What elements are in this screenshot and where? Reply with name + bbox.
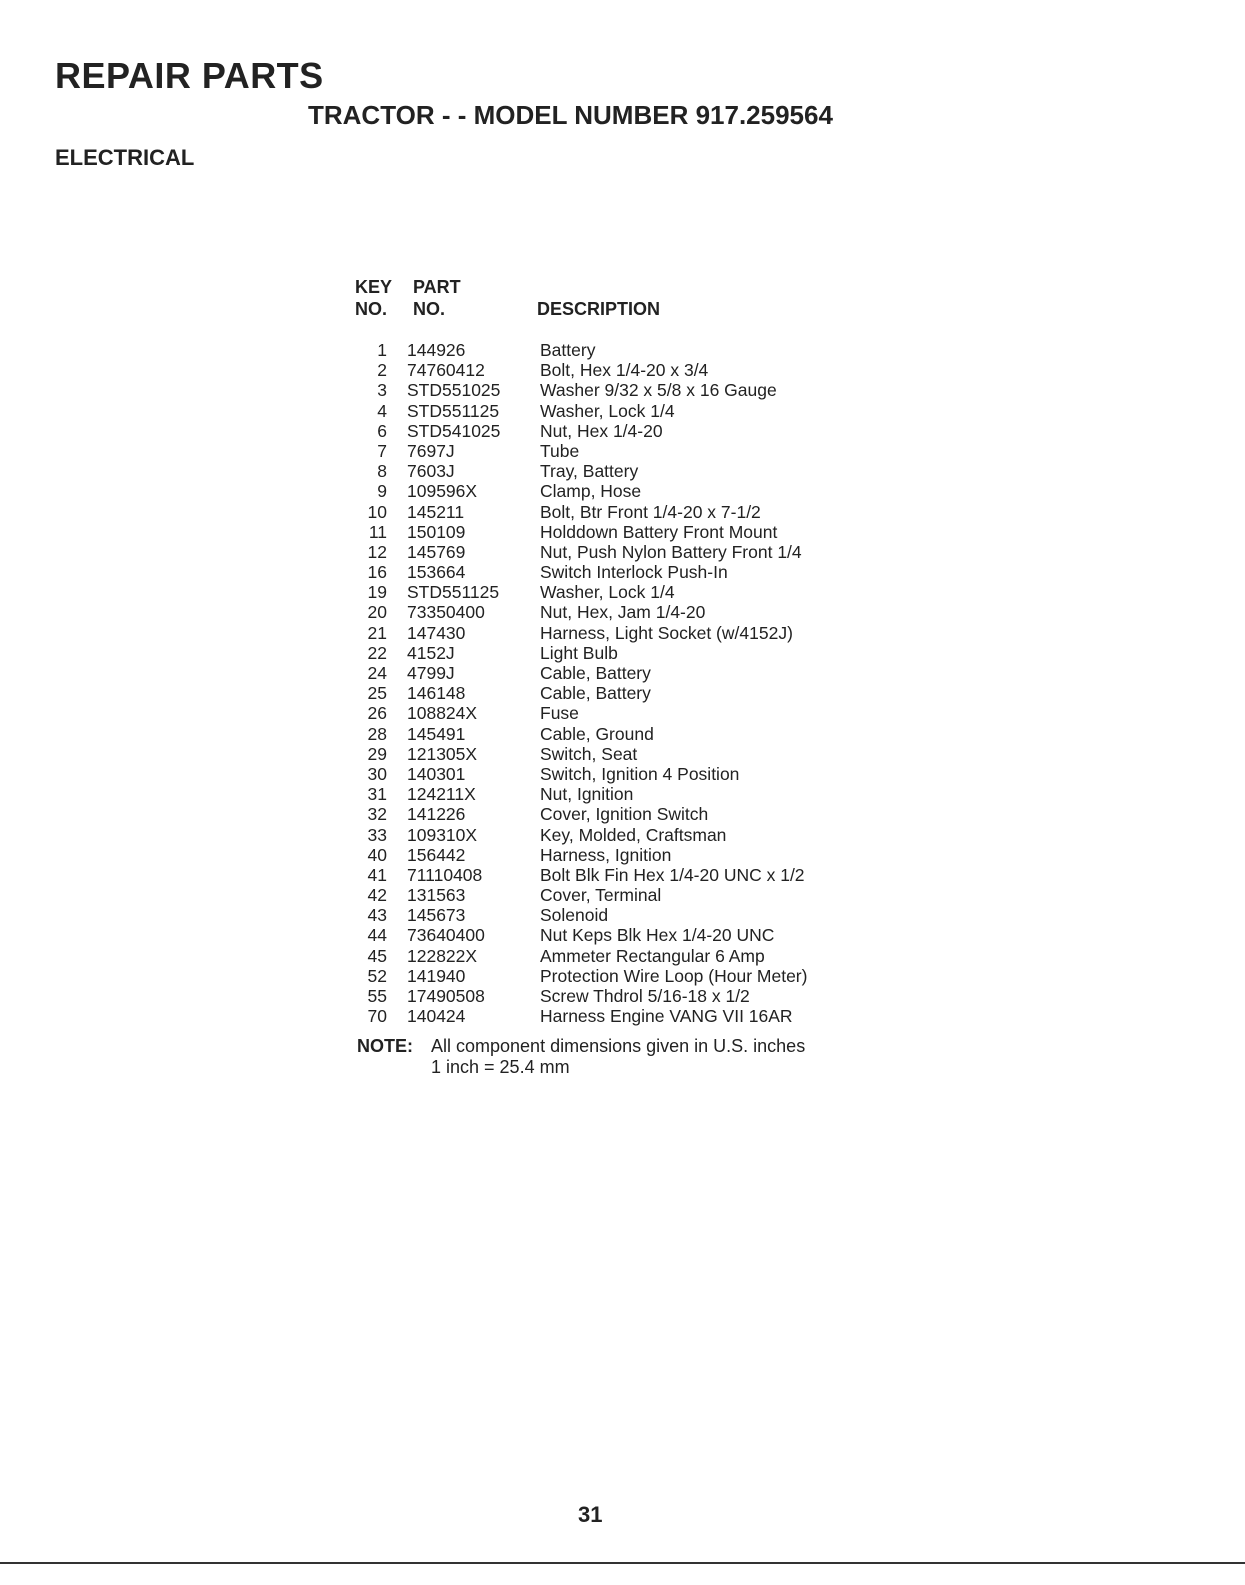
part-number: 140424 bbox=[407, 1006, 466, 1027]
parts-row bbox=[355, 986, 915, 1006]
key-number: 10 bbox=[367, 501, 387, 522]
key-number: 9 bbox=[377, 481, 387, 502]
part-description: Bolt, Btr Front 1/4-20 x 7-1/2 bbox=[540, 501, 761, 522]
part-number: 122822X bbox=[407, 945, 478, 966]
part-description: Key, Molded, Craftsman bbox=[540, 824, 727, 845]
key-number: 24 bbox=[367, 663, 387, 683]
part-description: Switch, Seat bbox=[540, 743, 638, 764]
key-number: 25 bbox=[367, 683, 387, 704]
part-number: 145673 bbox=[407, 905, 466, 926]
key-number: 12 bbox=[367, 541, 387, 562]
part-number: 74760412 bbox=[407, 360, 485, 381]
key-number: 42 bbox=[367, 885, 387, 906]
part-number: 108824X bbox=[407, 703, 478, 724]
bottom-rule bbox=[0, 1562, 1245, 1564]
part-number: 145769 bbox=[407, 541, 466, 562]
part-description: Nut, Hex, Jam 1/4-20 bbox=[540, 602, 706, 623]
part-number: 153664 bbox=[407, 562, 466, 583]
parts-row bbox=[355, 522, 915, 542]
part-number: 121305X bbox=[407, 743, 478, 764]
part-description: Harness, Light Socket (w/4152J) bbox=[540, 622, 793, 643]
part-column-header-line2: NO. bbox=[413, 299, 446, 319]
part-description: Tray, Battery bbox=[540, 461, 639, 482]
part-number: 109310X bbox=[407, 824, 478, 845]
part-description: Harness, Ignition bbox=[540, 844, 672, 865]
key-number: 20 bbox=[367, 602, 387, 623]
parts-row bbox=[355, 582, 915, 602]
part-number: 150109 bbox=[407, 521, 466, 542]
key-number: 41 bbox=[367, 864, 387, 885]
part-number: 4152J bbox=[407, 642, 455, 663]
part-description: Nut Keps Blk Hex 1/4-20 UNC bbox=[540, 925, 775, 946]
parts-row bbox=[355, 724, 915, 744]
part-number: 73350400 bbox=[407, 602, 485, 623]
part-number: STD551125 bbox=[407, 400, 500, 421]
parts-row bbox=[355, 966, 915, 986]
parts-row bbox=[355, 703, 915, 723]
parts-row bbox=[355, 744, 915, 764]
part-number: 7697J bbox=[407, 440, 455, 461]
key-number: 11 bbox=[368, 521, 387, 542]
part-description: Light Bulb bbox=[540, 642, 618, 663]
key-number: 29 bbox=[367, 743, 387, 764]
part-description: Cable, Ground bbox=[540, 723, 654, 744]
key-number: 43 bbox=[367, 905, 387, 926]
part-description: Holddown Battery Front Mount bbox=[540, 521, 778, 542]
parts-row bbox=[355, 340, 915, 360]
part-description: Cable, Battery bbox=[540, 663, 651, 683]
part-description: Nut, Ignition bbox=[540, 784, 634, 805]
key-number: 21 bbox=[367, 622, 387, 643]
parts-row bbox=[355, 764, 915, 784]
parts-row bbox=[355, 380, 915, 400]
part-description: Cable, Battery bbox=[540, 683, 651, 704]
part-number: 71110408 bbox=[407, 864, 483, 885]
page-title: REPAIR PARTS bbox=[55, 55, 324, 96]
parts-row bbox=[355, 360, 915, 380]
key-number: 55 bbox=[367, 986, 387, 1006]
part-column-header-line1: PART bbox=[413, 277, 461, 297]
model-heading: TRACTOR - - MODEL NUMBER 917.259564 bbox=[308, 100, 833, 130]
part-description: Washer 9/32 x 5/8 x 16 Gauge bbox=[540, 380, 777, 401]
note-label: NOTE: bbox=[357, 1036, 413, 1056]
part-number: 156442 bbox=[407, 844, 466, 865]
key-number: 8 bbox=[377, 461, 387, 482]
key-number: 40 bbox=[367, 844, 387, 865]
key-number: 19 bbox=[367, 582, 387, 603]
parts-row bbox=[355, 502, 915, 522]
parts-row bbox=[355, 481, 915, 501]
part-number: 145491 bbox=[407, 723, 466, 744]
part-description: Switch Interlock Push-In bbox=[540, 562, 728, 583]
part-description: Fuse bbox=[540, 703, 579, 724]
key-number: 1 bbox=[377, 340, 387, 360]
part-description: Ammeter Rectangular 6 Amp bbox=[540, 945, 765, 966]
note-text-line2: 1 inch = 25.4 mm bbox=[431, 1057, 570, 1077]
page-number: 31 bbox=[578, 1502, 603, 1527]
part-number: 4799J bbox=[407, 663, 455, 683]
key-number: 2 bbox=[377, 360, 387, 381]
part-number: 131563 bbox=[407, 885, 466, 906]
part-number: 146148 bbox=[407, 683, 466, 704]
part-description: Tube bbox=[540, 440, 580, 461]
description-column-header: DESCRIPTION bbox=[537, 299, 661, 319]
part-description: Clamp, Hose bbox=[540, 481, 642, 502]
parts-row bbox=[355, 441, 915, 461]
parts-row bbox=[355, 905, 915, 925]
key-number: 28 bbox=[367, 723, 387, 744]
part-description: Bolt, Hex 1/4-20 x 3/4 bbox=[540, 360, 709, 381]
parts-row bbox=[355, 845, 915, 865]
part-number: 124211X bbox=[407, 784, 476, 805]
key-number: 22 bbox=[367, 642, 387, 663]
key-number: 33 bbox=[367, 824, 387, 845]
part-number: 7603J bbox=[407, 461, 455, 482]
part-description: Protection Wire Loop (Hour Meter) bbox=[540, 965, 808, 986]
part-number: 144926 bbox=[407, 340, 466, 360]
part-description: Nut, Hex 1/4-20 bbox=[540, 420, 663, 441]
part-description: Washer, Lock 1/4 bbox=[540, 400, 675, 421]
key-number: 45 bbox=[367, 945, 387, 966]
part-description: Switch, Ignition 4 Position bbox=[540, 763, 740, 784]
parts-row bbox=[355, 401, 915, 421]
parts-row bbox=[355, 784, 915, 804]
part-description: Cover, Terminal bbox=[540, 885, 662, 906]
part-description: Harness Engine VANG VII 16AR bbox=[540, 1006, 793, 1027]
parts-row bbox=[355, 542, 915, 562]
part-number: STD551125 bbox=[407, 582, 500, 603]
key-number: 7 bbox=[377, 440, 387, 461]
part-description: Washer, Lock 1/4 bbox=[540, 582, 675, 603]
part-description: Solenoid bbox=[540, 905, 609, 926]
part-number: 141940 bbox=[407, 965, 466, 986]
parts-row bbox=[355, 804, 915, 824]
key-number: 31 bbox=[367, 784, 387, 805]
parts-row bbox=[355, 562, 915, 582]
parts-row bbox=[355, 602, 915, 622]
key-number: 4 bbox=[377, 400, 387, 421]
part-number: 141226 bbox=[407, 804, 466, 825]
key-number: 32 bbox=[367, 804, 387, 825]
parts-row bbox=[355, 885, 915, 905]
parts-list bbox=[355, 340, 915, 1026]
part-number: 140301 bbox=[407, 763, 466, 784]
key-number: 3 bbox=[377, 380, 387, 401]
part-description: Bolt Blk Fin Hex 1/4-20 UNC x 1/2 bbox=[540, 864, 805, 885]
key-number: 30 bbox=[367, 763, 387, 784]
note-text-line1: All component dimensions given in U.S. inches bbox=[431, 1036, 806, 1056]
parts-row bbox=[355, 461, 915, 481]
parts-row bbox=[355, 623, 915, 643]
key-column-header-line2: NO. bbox=[355, 299, 388, 319]
key-column-header-line1: KEY bbox=[355, 277, 393, 297]
parts-row bbox=[355, 925, 915, 945]
parts-row bbox=[355, 865, 915, 885]
key-number: 52 bbox=[367, 965, 387, 986]
part-description: Cover, Ignition Switch bbox=[540, 804, 709, 825]
parts-row bbox=[355, 1006, 915, 1026]
key-number: 16 bbox=[367, 562, 387, 583]
key-number: 6 bbox=[377, 420, 387, 441]
part-number: 109596X bbox=[407, 481, 478, 502]
parts-row bbox=[355, 643, 915, 663]
parts-row bbox=[355, 825, 915, 845]
part-number: 145211 bbox=[407, 501, 465, 522]
key-number: 44 bbox=[367, 925, 387, 946]
part-number: STD541025 bbox=[407, 420, 501, 441]
parts-row bbox=[355, 946, 915, 966]
part-description: Screw Thdrol 5/16-18 x 1/2 bbox=[540, 986, 750, 1006]
parts-row bbox=[355, 683, 915, 703]
section-heading: ELECTRICAL bbox=[55, 145, 195, 170]
part-number: STD551025 bbox=[407, 380, 501, 401]
part-description: Battery bbox=[540, 340, 596, 360]
parts-row bbox=[355, 663, 915, 683]
part-number: 73640400 bbox=[407, 925, 485, 946]
parts-row bbox=[355, 421, 915, 441]
key-number: 26 bbox=[367, 703, 387, 724]
part-description: Nut, Push Nylon Battery Front 1/4 bbox=[540, 541, 802, 562]
part-number: 147430 bbox=[407, 622, 466, 643]
key-number: 70 bbox=[367, 1006, 387, 1027]
part-number: 17490508 bbox=[407, 986, 485, 1006]
